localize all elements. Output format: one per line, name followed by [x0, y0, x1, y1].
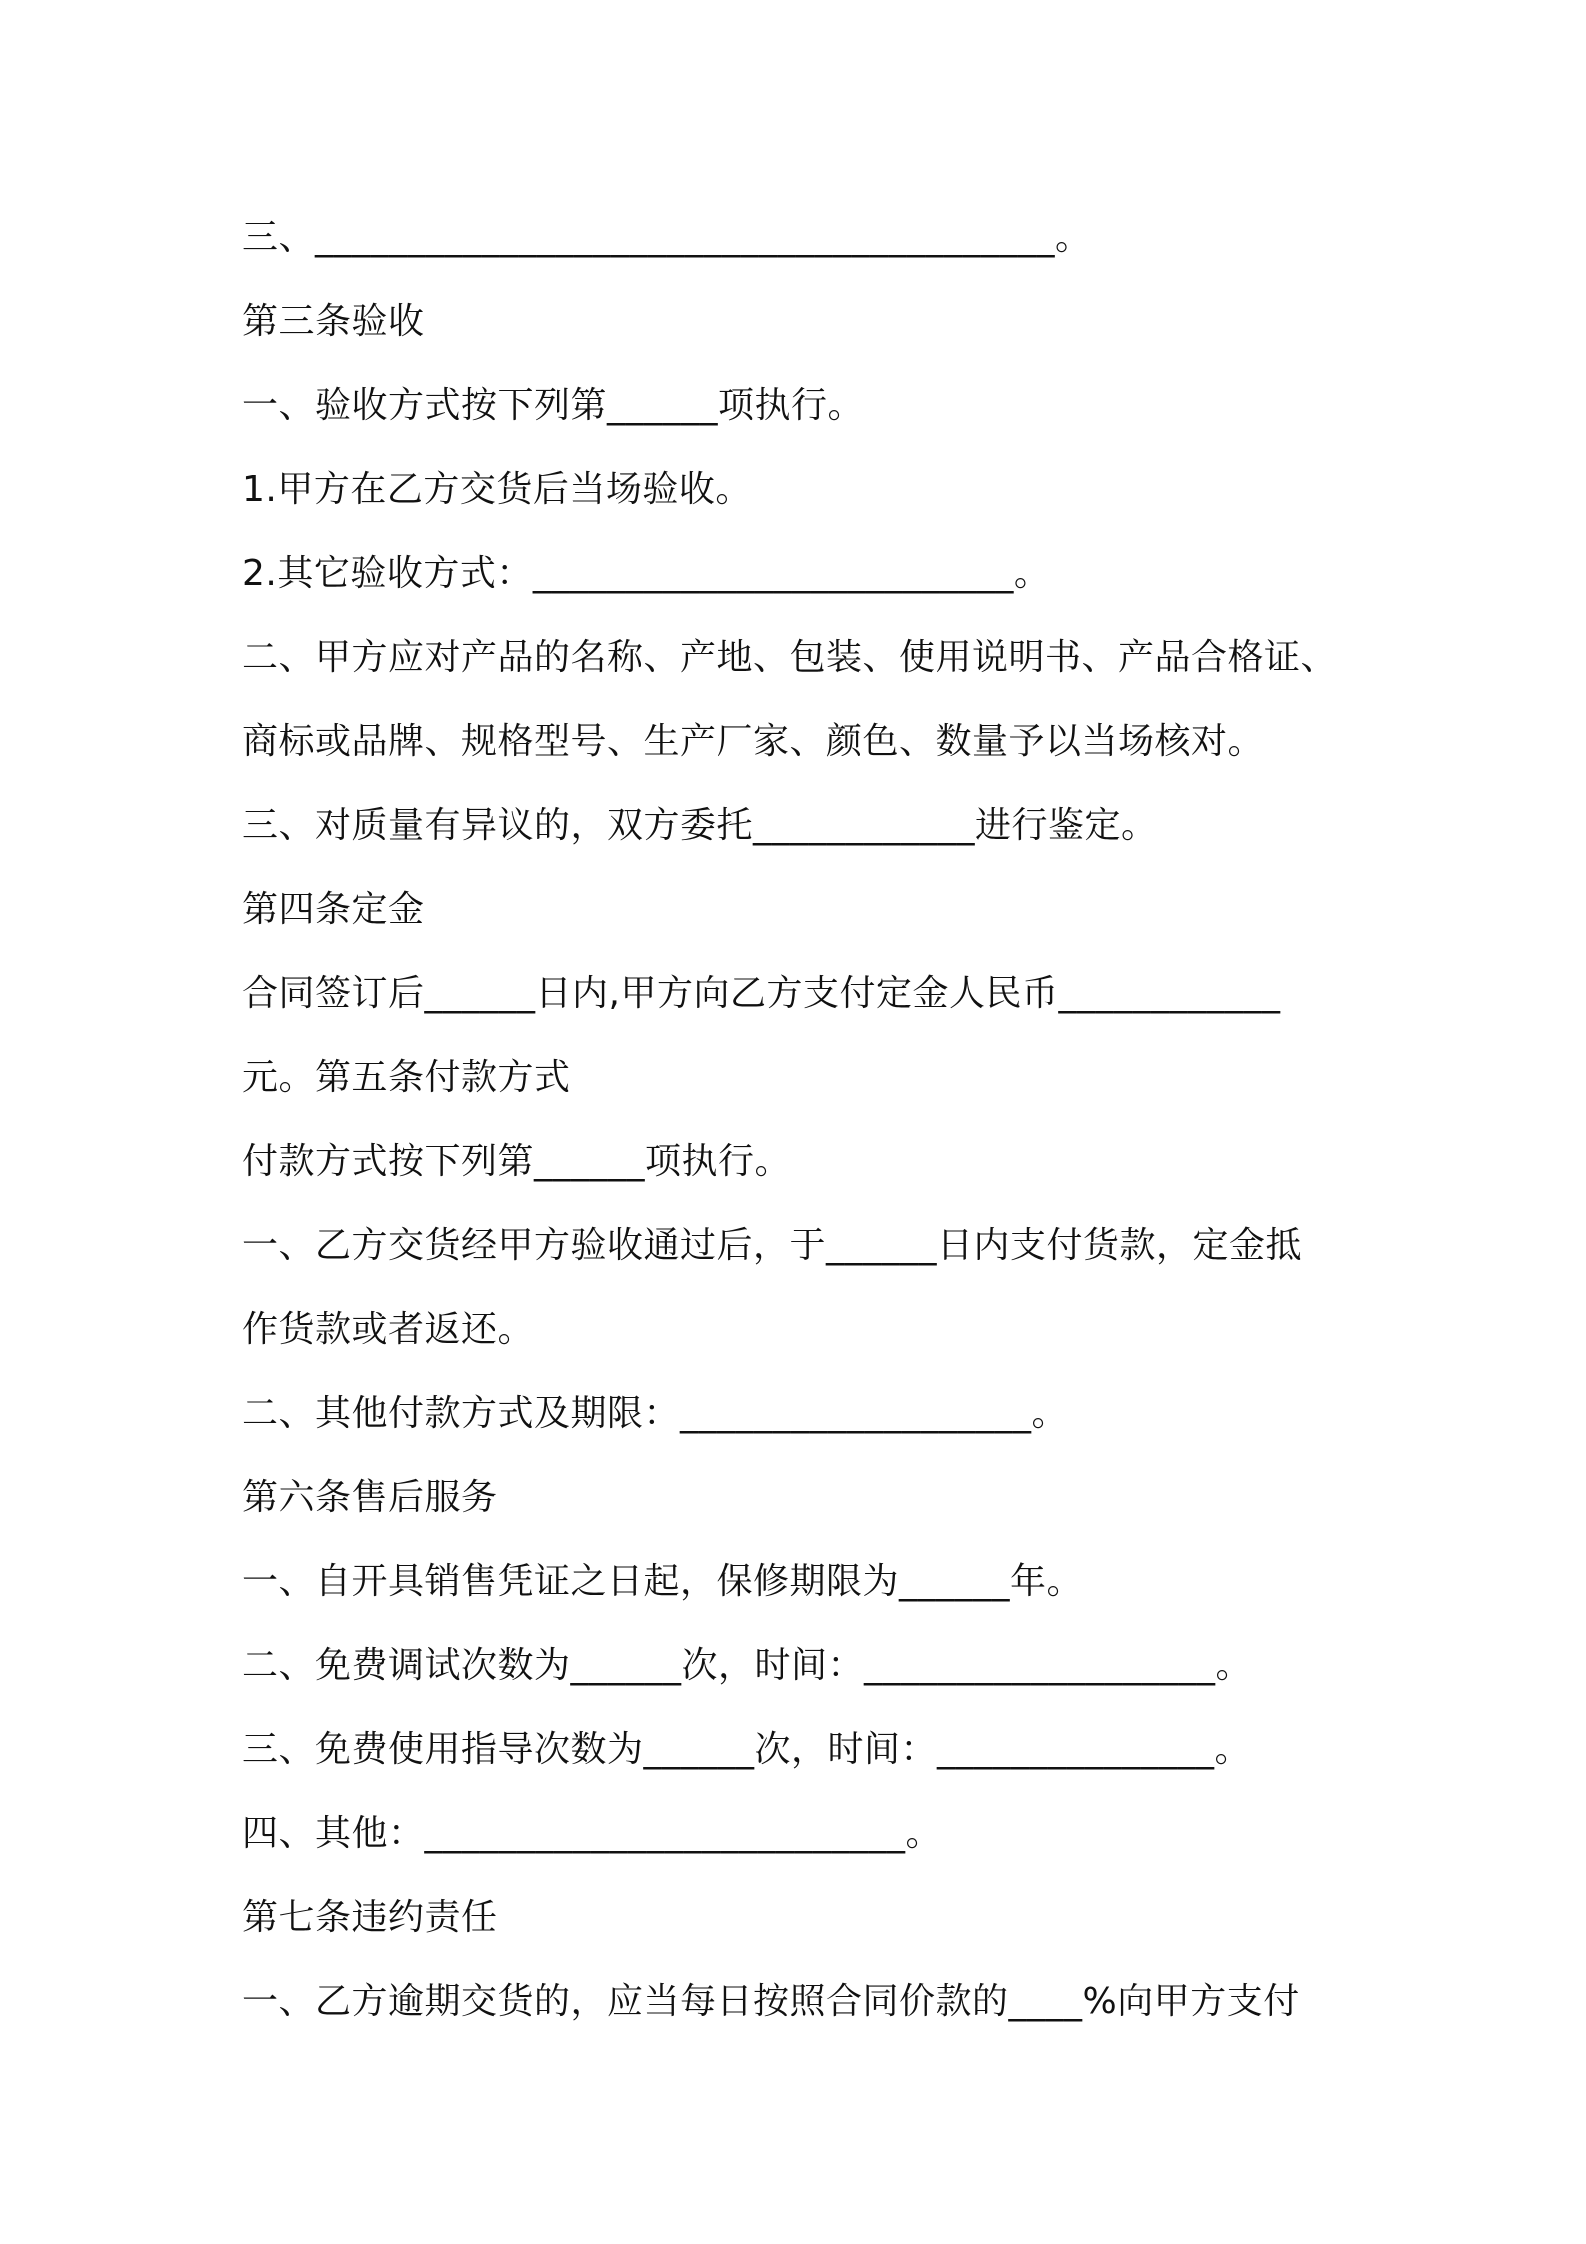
clause-line: 三、免费使用指导次数为______次，时间：_______________。	[242, 1729, 1252, 1770]
section-heading-payment: 元。第五条付款方式	[242, 1057, 571, 1098]
clause-line: 付款方式按下列第______项执行。	[242, 1141, 792, 1182]
clause-line: 合同签订后______日内,甲方向乙方支付定金人民币____________	[242, 973, 1281, 1014]
clause-line: 商标或品牌、规格型号、生产厂家、颜色、数量予以当场核对。	[242, 721, 1265, 762]
section-heading-liability: 第七条违约责任	[242, 1897, 498, 1938]
clause-line: 一、乙方交货经甲方验收通过后，于______日内支付货款，定金抵	[242, 1225, 1303, 1266]
clause-line: 1.甲方在乙方交货后当场验收。	[242, 469, 752, 510]
clause-line: 二、免费调试次数为______次，时间：___________________。	[242, 1645, 1253, 1686]
clause-line: 一、验收方式按下列第______项执行。	[242, 385, 865, 426]
section-heading-deposit: 第四条定金	[242, 889, 425, 930]
clause-line: 2.其它验收方式：__________________________。	[242, 553, 1051, 594]
section-heading-acceptance: 第三条验收	[242, 301, 425, 342]
clause-line: 三、________________________________________。	[242, 217, 1092, 258]
clause-line: 三、对质量有异议的，双方委托____________进行鉴定。	[242, 805, 1158, 846]
clause-line: 一、乙方逾期交货的，应当每日按照合同价款的____%向甲方支付	[242, 1981, 1300, 2022]
clause-line: 四、其他：__________________________。	[242, 1813, 943, 1854]
section-heading-after-sales: 第六条售后服务	[242, 1477, 498, 1518]
contract-text	[242, 196, 1362, 2044]
clause-line: 二、其他付款方式及期限：___________________。	[242, 1393, 1069, 1434]
clause-line: 作货款或者返还。	[242, 1309, 535, 1350]
clause-line: 一、自开具销售凭证之日起，保修期限为______年。	[242, 1561, 1084, 1602]
clause-line: 二、甲方应对产品的名称、产地、包装、使用说明书、产品合格证、	[242, 637, 1338, 678]
